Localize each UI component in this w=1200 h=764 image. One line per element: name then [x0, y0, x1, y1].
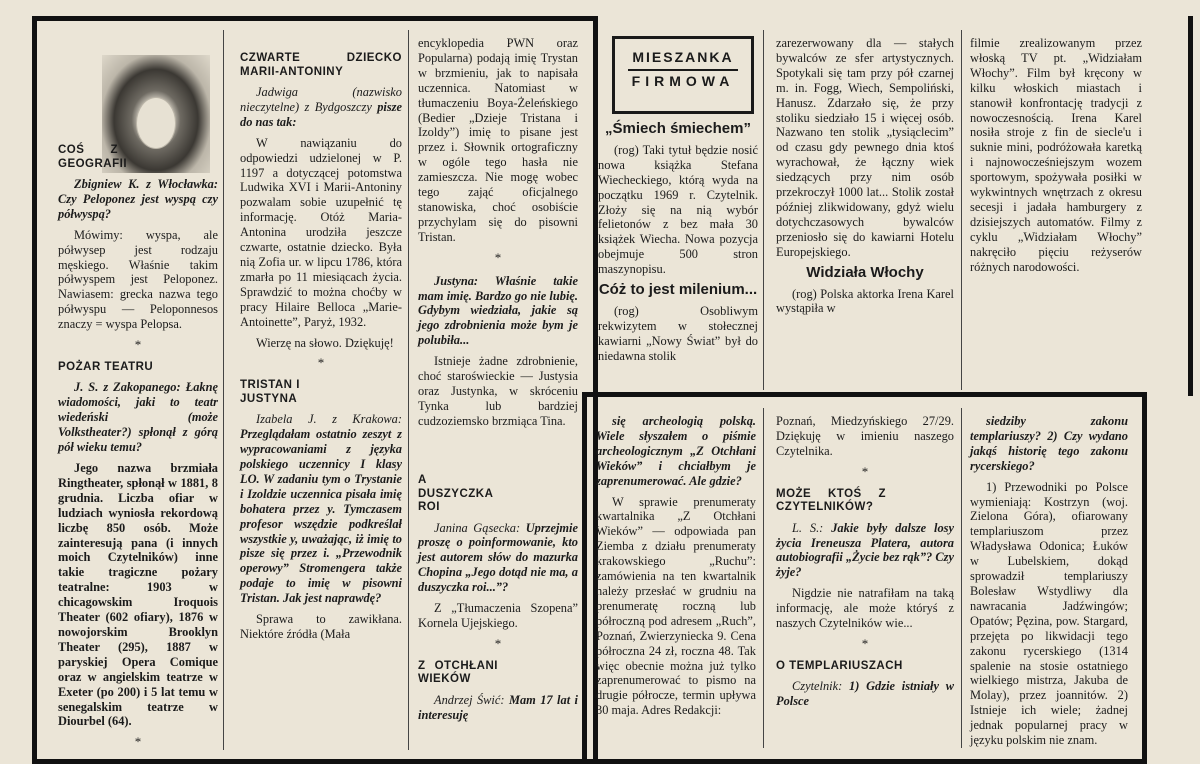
mix-paragraph-5: filmie zrealizowanym przez włoską TV pt. „Widziałam Włochy”. Film był kręcony w kilku włoskich miastach i stanowił konfrontację tradycji z nowoczesnością. Irena Karel nosiła stroje z fin de siecle'u i suknie mini, podróżowała karetką i najnowocześniejszym wozem sportowym, spożywała posiłki w wykwintnych wnętrzach z okresu secesji i jadała hamburgery z dzisiejszych automatów. Filmy z cyklu „Widziałam Włochy” nakręciło pięciu reżyserów różnych narodowości.: [970, 36, 1142, 274]
column-divider: [408, 30, 409, 750]
question-1: Zbigniew K. z Włocławka: Czy Peloponez jest wyspą czy półwyspą?: [58, 177, 218, 221]
question-9-cont: siedziby zakonu templariuszy? 2) Czy wydano jakąś historię tego zakonu rycerskiego?: [970, 414, 1128, 473]
column-1: [58, 140, 218, 758]
column-2: [240, 48, 402, 648]
heading-otchlani: Z OTCHŁANI WIEKÓW: [418, 659, 498, 686]
question-5: Justyna: Właśnie takie mam imię. Bardzo go nie lubię. Gdybym wiedziała, jakie są jego zdrobnienia może bym je polubiła...: [418, 273, 579, 348]
separator-star: *: [317, 355, 325, 371]
subheading-widziala: Widziała Włochy: [806, 263, 924, 281]
column-divider: [763, 30, 764, 390]
answer-3b: Wierzę na słowo. Dziękuję!: [256, 335, 394, 350]
separator-star: *: [494, 635, 502, 651]
mix-paragraph-3: zarezerwowany dla — stałych bywalców ze sfer artystycznych. Spotykali się tam przy pół czarnej m. in. Fogg, Wiech, Sempoliński, Hanusz. Zdarzało się, że przy stoliku siedziało 15 i więcej osób. Nazwano ten stolik „tysiąclecim” od czasu gdy pewnego dnia ktoś wyrachował, że łączny wiek siedzących przy nim osób przekroczył 1000 lat... Stolik został później zlikwidowany, gdyż wielu dotychczasowych bywalców przeniosło się do kawiarni Hotelu Europejskiego.: [776, 36, 954, 259]
answer-5: Istnieje żadne zdrobnienie, choć staroświeckie — Justysia oraz Justynka, w skróceniu Tynka lub bardziej cudzoziemsko brzmiąca Tina.: [418, 354, 578, 428]
mix-paragraph-2: (rog) Osobliwym rekwizytem w stołecznej kawiarni „Nowy Świat” był do niedawna stolik: [598, 303, 758, 363]
answer-8: Nigdzie nie natrafiłam na taką informację, ale może któryś z naszych Czytelników wie...: [776, 586, 954, 631]
heading-tristan: TRISTAN I JUSTYNA: [240, 379, 300, 405]
answer-1: Mówimy: wyspa, ale półwysep jest rodzaju męskiego. Właśnie takim półwyspem jest Peloponez. Nawiasem: grecka nazwa tego półwyspu — Peloponnesos znaczy = wyspa Pelopsa.: [58, 227, 218, 332]
separator-star: *: [134, 734, 142, 750]
mix-paragraph-4: (rog) Polska aktorka Irena Karel wystąpiła w: [776, 286, 954, 316]
column-5: [596, 414, 756, 724]
heading-duszyczka: A DUSZYCZKA ROI: [418, 474, 494, 513]
question-4: Izabela J. z Krakowa: Przeglądałam ostatnio zeszyt z wypracowaniami z języka polskiego uczennicy I klasy LO. W zadaniu tym o Trystanie i Izoldzie uczennica pisała imię bohatera przez y. Tymczasem profesor wszędzie podkreślał wszystkie y, uważając, iż imię to pisze się przez i. „Przewodnik operowy” Stromengera także podaje to imię w pisowni Tristan. Jak jest naprawdę?: [240, 412, 402, 606]
column-divider: [961, 30, 962, 390]
title-firmowa: FIRMOWA: [631, 73, 735, 89]
subheading-milenium: Cóż to jest milenium...: [598, 281, 758, 299]
answer-9: 1) Przewodniki po Polsce wymieniają: Kostrzyn (woj. Zielona Góra), ofiarowany templariuszom przez Władysława Odonica; Łuków w Lubelskiem, dokąd sprowadził templariuszy Bolesław Wstydliwy dla nawracania Jadźwingów; Opatów; Pęzina, pow. Stargard, przejęta po likwidacji tego zakonu rycerskiego (1314 spalenie na stosie ostatniego wielkiego mistrza, Jakuba de Molay), przez joannitów. 2) Istnieje ich wiele; żadnej jednak popularnej pracy w języku polskim nie znam.: [970, 479, 1128, 748]
column-divider: [961, 408, 962, 748]
mix-column-3: [970, 36, 1142, 281]
mix-column-2: [776, 36, 954, 322]
mix-paragraph-1: (rog) Taki tytuł będzie nosić nowa książka Stefana Wiecheckiego, którą wyda na początku 1969 r. Czytelnik. Złoży się na nią wybór felietonów z bez mała 30 książek Wiecha. Nowa pozycja obejmuje 500 stron maszynopisu.: [598, 142, 758, 277]
mix-column-1: [598, 118, 758, 370]
separator-star: *: [861, 635, 869, 651]
heading-templariusze: O TEMPLARIUSZACH: [776, 659, 903, 672]
column-6: [776, 414, 954, 715]
answer-4-cont: encyklopedia PWN oraz Popularna) podają imię Trystan w brzmieniu, jak to napisała uczennica. Natomiast w tłumaczeniu Boya-Żeleńskiego (Bedier „Dzieje Tristana i Izoldy”) imię to pisane jest przez i. Słownik ortograficzny w ogóle tego hasła nie zamieszcza. Nie mogę wobec tego zająć oficjalnego stanowiska, choć osobiście przychylam się do pisowni Tristan.: [418, 36, 578, 244]
heading-pozar-teatru: POŻAR TEATRU: [58, 360, 154, 373]
column-7: [970, 414, 1128, 754]
question-2: J. S. z Zakopanego: Łaknę wiadomości, jaki to teatr wiedeński (może Volkstheater?) spłonął z górą pół wieku temu?: [58, 380, 218, 455]
heading-czwarte-dziecko: CZWARTE DZIECKO MARII-ANTONINY: [240, 52, 402, 78]
answer-7: W sprawie prenumeraty kwartalnika „Z Otchłani Wieków” — odpowiada pan Ziemba z działu prenumeraty krakowskiego „Ruchu”: zamówienia na ten kwartalnik należy przesłać w grudniu na prenumeratę roczną lub półroczną pod adresem „Ruch”, Poznań, Zwierzyniecka 9. Cena półroczna 24 zł, roczna 48. Tak więc obecnie można już tylko zaprenumerować to pismo na drugie półrocze, termin upływa 30 maja. Adres Redakcji:: [596, 494, 756, 718]
question-3: Jadwiga (nazwisko nieczytelne) z Bydgoszczy pisze do nas tak:: [240, 85, 402, 129]
subheading-smiech: „Śmiech śmiechem”: [605, 120, 751, 137]
column-divider: [763, 408, 764, 748]
question-6: Janina Gąsecka: Uprzejmie proszę o poinformowanie, kto jest autorem słów do mazurka Chopina „Jego dotąd nie ma, a duszyczka roi...”?: [418, 520, 578, 595]
column-divider: [223, 30, 224, 750]
separator-star: *: [861, 463, 869, 479]
heading-moze-ktos: MOŻE KTOŚ Z CZYTELNIKÓW?: [776, 487, 886, 514]
answer-2: Jego nazwa brzmiała Ringtheater, spłonął w 1881, 8 grudnia. Liczba ofiar w ludziach wyniosła rekordową liczbę 850 osób. Może zainteresują pana (i innych moich Czytelników) inne takie tragiczne pożary teatralne: 1903 w chicagowskim Iroquois Theater (602 ofiary), 1876 w nowojorskim Brooklyn Theater (295), 1887 w paryskiej Opera Comique oraz w angielskim teatrze w Exeter (po 200) i 5 lat temu w senegalskim teatrze w Diourbel (64).: [58, 461, 218, 729]
heading-geografia: COŚ Z GEOGRAFII: [58, 144, 128, 170]
column-3: [418, 36, 578, 435]
answer-3: W nawiązaniu do odpowiedzi udzielonej w P. 1197 a dotyczącej potomstwa Ludwika XVI i Marii-Antoniny pozwalam sobie uzupełnić tę informację. Otóż Maria-Antonina urodziła jeszcze czwarte, ostatnie dziecko. Była nią Zofia ur. w lipcu 1786, która zmarła po 11 miesiącach życia. Sprawdzić to można choćby w pracy Hilaire Belloca „Marie-Antoinette”, Paryż, 1932.: [240, 135, 402, 329]
column-3b: [418, 470, 578, 729]
mieszanka-title-box: [612, 36, 754, 114]
title-mieszanka: MIESZANKA: [632, 49, 734, 65]
question-7: Andrzej Świć: Mam 17 lat i interesuję: [418, 692, 579, 722]
question-8: L. S.: Jakie były dalsze losy życia Ireneusza Platera, autora autobiografii „Życie bez rąk”? Czy żyje?: [776, 520, 954, 580]
separator-star: *: [134, 337, 142, 353]
answer-4: Sprawa to zawikłana. Niektóre źródła (Mała: [240, 612, 402, 641]
question-7-cont: się archeologią polską. Wiele słyszałem o piśmie archeologicznym „Z Otchłani Wieków” i chciałbym je zaprenumerować. Ale gdzie?: [596, 414, 756, 488]
separator-star: *: [494, 249, 502, 265]
answer-6: Z „Tłumaczenia Szopena” Kornela Ujejskiego.: [418, 601, 578, 630]
answer-7-cont: Poznań, Miedzyńskiego 27/29. Dziękuję w imieniu naszego Czytelnika.: [776, 414, 954, 458]
question-9: Czytelnik: 1) Gdzie istniały w Polsce: [776, 679, 954, 709]
